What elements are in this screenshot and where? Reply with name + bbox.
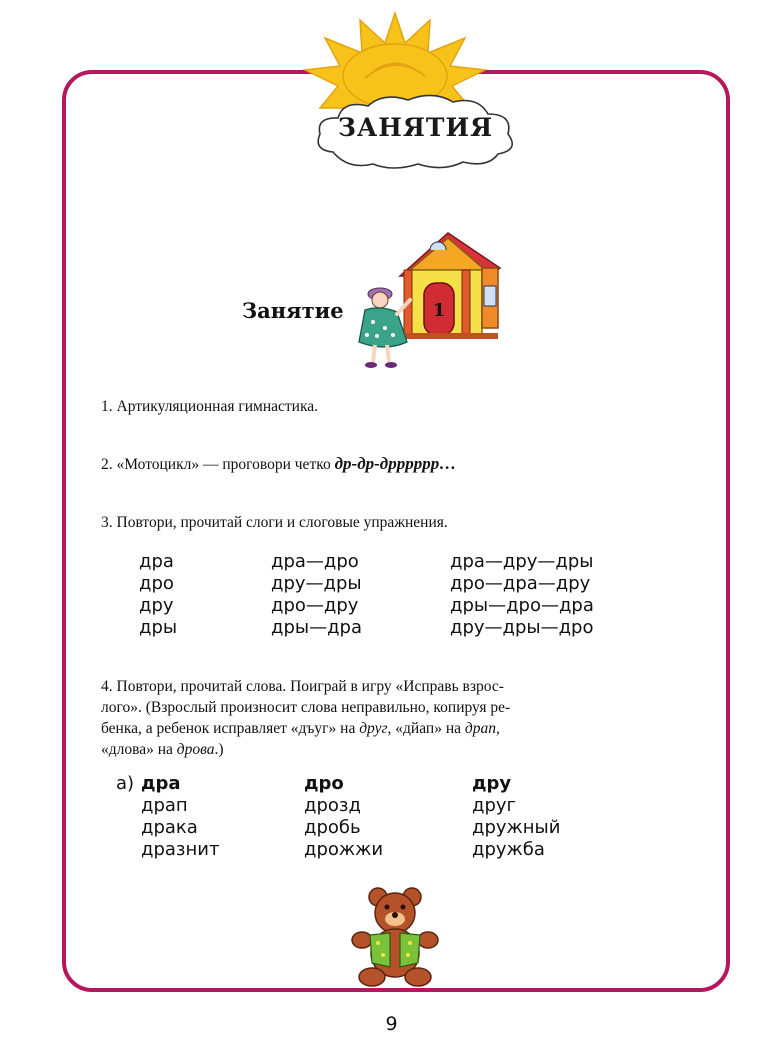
word: дрозд bbox=[304, 795, 361, 816]
task-2 bbox=[101, 453, 631, 475]
syllable: дро bbox=[139, 573, 174, 594]
word: дразнит bbox=[141, 839, 220, 860]
word: драка bbox=[141, 817, 198, 838]
word-prefix: а) bbox=[116, 773, 135, 794]
task-2-sound: др-др-дрррррр… bbox=[334, 454, 457, 473]
word: дружба bbox=[472, 839, 545, 860]
syllable: дра bbox=[139, 551, 174, 572]
task-1: 1. Артикуляционная гимнастика. bbox=[101, 398, 318, 415]
syllable: дры—дра bbox=[271, 617, 362, 638]
task-4-line-2: лого». (Взрослый произносит слова неправильно, копируя ре- bbox=[101, 699, 511, 716]
syllable: дры—дро—дра bbox=[450, 595, 594, 616]
syllable: дро—дра—дру bbox=[450, 573, 591, 594]
word-head: дро bbox=[304, 773, 344, 794]
header-title: ЗАНЯТИЯ bbox=[337, 113, 494, 142]
lesson-number: 1 bbox=[432, 300, 446, 321]
syllable: дра—дру—дры bbox=[450, 551, 594, 572]
task-2-text: 2. «Мотоцикл» — проговори четко bbox=[101, 456, 335, 473]
word-head: дру bbox=[472, 773, 512, 794]
task-4-line-4: «длова» на дрова.) bbox=[101, 741, 224, 758]
syllable-col-2 bbox=[271, 551, 362, 639]
syllable: дру—дры—дро bbox=[450, 617, 594, 638]
lesson-title: Занятие bbox=[242, 298, 344, 323]
word-head: дра bbox=[141, 773, 181, 794]
word-col-3 bbox=[472, 773, 560, 861]
syllable: дро—дру bbox=[271, 595, 359, 616]
syllable: дра—дро bbox=[271, 551, 359, 572]
word: дрожжи bbox=[304, 839, 384, 860]
word-col-2 bbox=[304, 773, 383, 861]
bear-illustration bbox=[350, 885, 440, 990]
word: драп bbox=[141, 795, 188, 816]
syllable-col-3 bbox=[450, 551, 594, 639]
task-4-line-1: 4. Повтори, прочитай слова. Поиграй в игру «Исправь взрос- bbox=[101, 678, 504, 695]
syllable-col-1 bbox=[139, 551, 177, 639]
word: дробь bbox=[304, 817, 361, 838]
word: друг bbox=[472, 795, 516, 816]
syllable: дры bbox=[139, 617, 178, 638]
page-number: 9 bbox=[385, 1013, 398, 1035]
task-4-line-3: бенка, а ребенок исправляет «дъуг» на друг, «дйап» на драп, bbox=[101, 720, 500, 737]
syllable: дру bbox=[139, 595, 174, 616]
word-col-1 bbox=[141, 773, 219, 861]
girl-illustration bbox=[355, 280, 415, 370]
task-4 bbox=[101, 676, 621, 760]
task-3: 3. Повтори, прочитай слоги и слоговые упражнения. bbox=[101, 514, 448, 531]
word: дружный bbox=[472, 817, 561, 838]
syllable: дру—дры bbox=[271, 573, 362, 594]
